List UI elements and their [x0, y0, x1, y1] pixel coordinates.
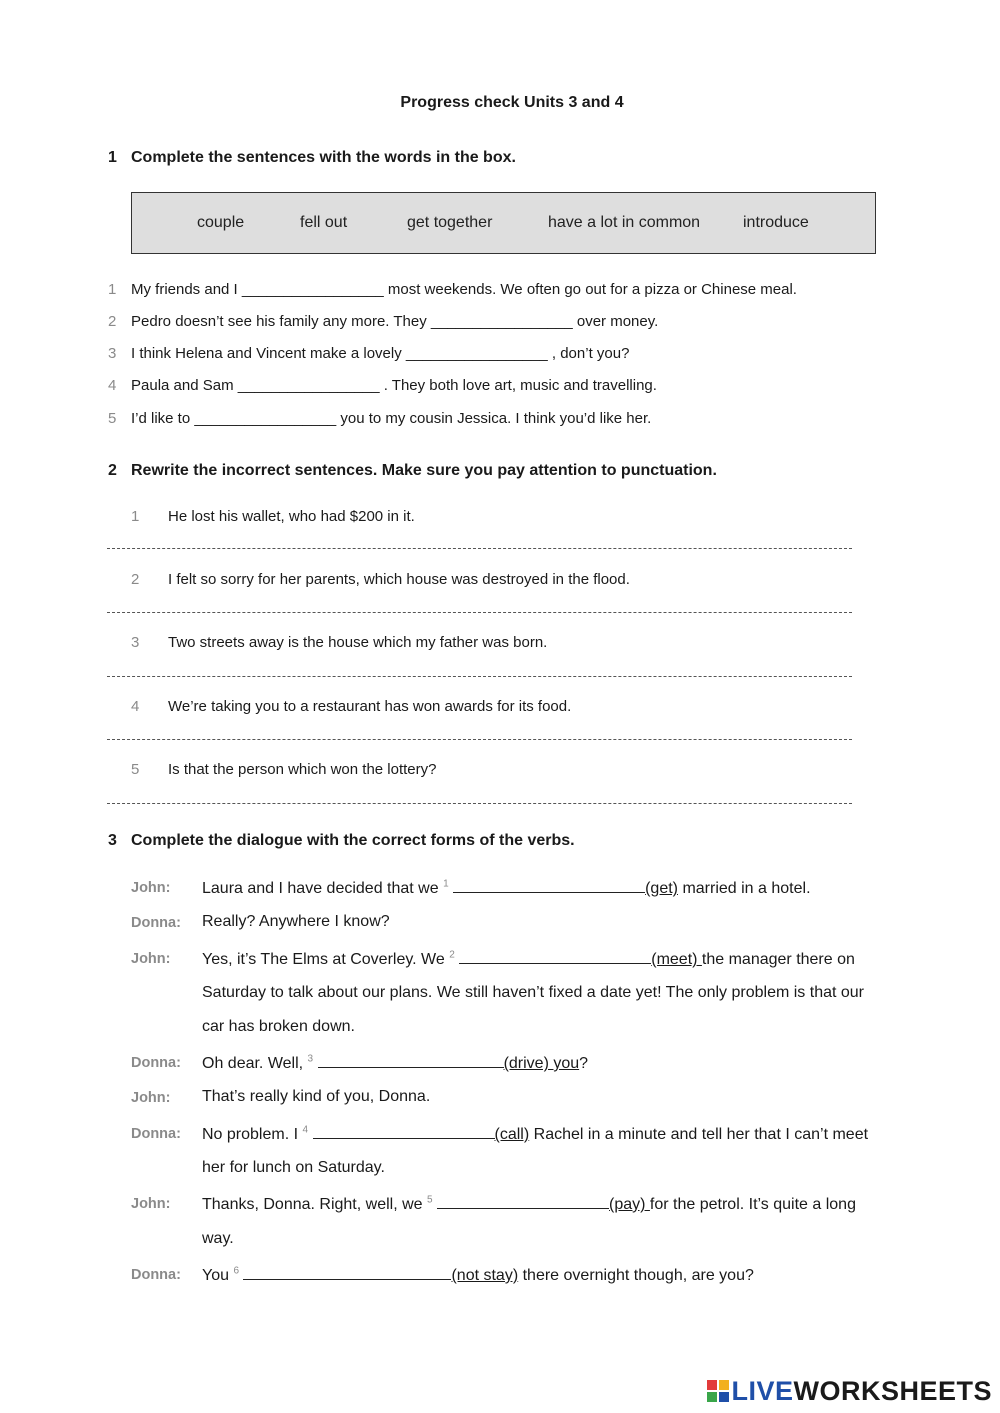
dialogue-text: car has broken down.	[202, 1018, 355, 1035]
item-number: 3	[131, 634, 140, 651]
item-number: 2	[131, 571, 140, 588]
exercise-1-item[interactable]	[108, 281, 797, 298]
speaker-label: Donna:	[131, 915, 181, 931]
dialogue-line	[202, 1124, 868, 1144]
item-text: I think Helena and Vincent make a lovely _________________ , don’t you?	[131, 345, 630, 362]
verb-prompt: (meet)	[651, 951, 702, 968]
item-number: 1	[108, 281, 117, 298]
item-text: I felt so sorry for her parents, which house was destroyed in the flood.	[168, 571, 630, 588]
item-number: 5	[131, 761, 140, 778]
answer-line[interactable]	[107, 676, 852, 677]
dialogue-text: ?	[579, 1055, 589, 1072]
exercise-2-item	[131, 698, 571, 715]
answer-line[interactable]	[107, 803, 852, 804]
item-text: Two streets away is the house which my father was born.	[168, 634, 548, 651]
section-number: 2	[108, 462, 117, 479]
word-box-item: fell out	[300, 214, 348, 231]
dialogue-text: You	[202, 1267, 229, 1284]
gap-number: 4	[302, 1124, 309, 1136]
item-number: 4	[131, 698, 140, 715]
item-text: My friends and I _________________ most weekends. We often go out for a pizza or Chinese meal.	[131, 281, 797, 298]
section-number: 1	[108, 149, 117, 166]
dialogue-text: there overnight though, are you?	[518, 1267, 754, 1284]
dialogue-line	[202, 1194, 856, 1214]
exercise-2-item	[131, 571, 630, 588]
dialogue-text: That’s really kind of you, Donna.	[202, 1088, 431, 1105]
item-text: Paula and Sam _________________ . They both love art, music and travelling.	[131, 377, 657, 394]
dialogue-text: her for lunch on Saturday.	[202, 1159, 385, 1176]
verb-prompt: (get)	[645, 880, 678, 897]
dialogue-text: No problem. I	[202, 1126, 299, 1143]
word-box-item: get together	[407, 214, 493, 231]
answer-blank[interactable]	[318, 1053, 504, 1068]
section-1-heading	[108, 149, 516, 167]
verb-prompt: (call)	[494, 1126, 530, 1143]
answer-blank[interactable]	[243, 1265, 451, 1280]
item-text: We’re taking you to a restaurant has won awards for its food.	[168, 698, 572, 715]
exercise-1-item[interactable]	[108, 313, 658, 330]
item-number: 2	[108, 313, 117, 330]
liveworksheets-logo[interactable]	[707, 1376, 992, 1407]
answer-blank[interactable]	[437, 1194, 609, 1209]
dialogue-text: for the petrol. It’s quite a long	[649, 1196, 856, 1213]
speaker-label: John:	[131, 951, 171, 967]
dialogue-text: way.	[202, 1230, 234, 1247]
answer-line[interactable]	[107, 612, 852, 613]
speaker-label: John:	[131, 1090, 171, 1106]
item-number: 5	[108, 410, 117, 427]
exercise-1-item[interactable]	[108, 377, 657, 394]
section-number: 3	[108, 832, 117, 849]
word-box	[131, 192, 876, 254]
gap-number: 1	[443, 878, 449, 890]
exercise-2-item	[131, 634, 547, 651]
logo-text-prefix: LIVE	[731, 1376, 794, 1406]
exercise-2-item	[131, 761, 436, 778]
dialogue-text: Really? Anywhere I know?	[202, 913, 390, 930]
gap-number: 6	[233, 1265, 240, 1277]
dialogue-text: Laura and I have decided that we	[202, 880, 439, 897]
speaker-label: John:	[131, 880, 171, 896]
dialogue-line	[202, 878, 811, 898]
item-number: 3	[108, 345, 117, 362]
dialogue-text: Thanks, Donna. Right, well, we	[202, 1196, 423, 1213]
exercise-1-item[interactable]	[108, 345, 629, 362]
dialogue-text: Oh dear. Well,	[202, 1055, 304, 1072]
dialogue-text: Saturday to talk about our plans. We still haven’t fixed a date yet! The only problem is that our	[202, 984, 864, 1001]
dialogue-text: married in a hotel.	[678, 880, 811, 897]
answer-blank[interactable]	[313, 1124, 495, 1139]
verb-prompt: (not stay)	[451, 1267, 519, 1284]
item-text: Pedro doesn’t see his family any more. They _________________ over money.	[131, 313, 659, 330]
section-heading-text: Complete the sentences with the words in the box.	[131, 149, 516, 166]
verb-prompt: (pay)	[609, 1196, 650, 1213]
word-box-item: couple	[197, 214, 245, 231]
section-2-heading	[108, 462, 717, 480]
speaker-label: Donna:	[131, 1055, 181, 1071]
item-text: Is that the person which won the lottery?	[168, 761, 437, 778]
item-number: 4	[108, 377, 117, 394]
dialogue-text: the manager there on	[701, 951, 855, 968]
item-text: He lost his wallet, who had $200 in it.	[168, 508, 415, 525]
logo-text-suffix: WORKSHEETS	[793, 1376, 992, 1406]
answer-blank[interactable]	[453, 878, 645, 893]
exercise-2-item	[131, 508, 415, 525]
word-box-item: have a lot in common	[548, 214, 701, 231]
section-heading-text: Rewrite the incorrect sentences. Make sure you pay attention to punctuation.	[131, 462, 717, 479]
dialogue-text: Yes, it’s The Elms at Coverley. We	[202, 951, 445, 968]
gap-number: 3	[307, 1053, 314, 1065]
item-text: I’d like to _________________ you to my cousin Jessica. I think you’d like her.	[131, 410, 652, 427]
speaker-label: Donna:	[131, 1126, 181, 1142]
answer-blank[interactable]	[459, 949, 651, 964]
dialogue-line	[202, 1053, 588, 1073]
speaker-label: John:	[131, 1196, 171, 1212]
item-number: 1	[131, 508, 140, 525]
dialogue-line	[202, 949, 855, 969]
word-box-item: introduce	[743, 214, 809, 231]
page-title: Progress check Units 3 and 4	[400, 94, 624, 111]
gap-number: 2	[449, 949, 455, 961]
exercise-1-item[interactable]	[108, 410, 651, 427]
gap-number: 5	[427, 1194, 433, 1206]
speaker-label: Donna:	[131, 1267, 181, 1283]
section-heading-text: Complete the dialogue with the correct forms of the verbs.	[131, 832, 575, 849]
dialogue-text: Rachel in a minute and tell her that I can’t meet	[529, 1126, 869, 1143]
answer-line[interactable]	[107, 548, 852, 549]
dialogue-line	[202, 1265, 754, 1285]
answer-line[interactable]	[107, 739, 852, 740]
section-3-heading	[108, 832, 575, 850]
logo-grid-icon	[707, 1380, 729, 1402]
verb-prompt: (drive) you	[503, 1055, 580, 1072]
